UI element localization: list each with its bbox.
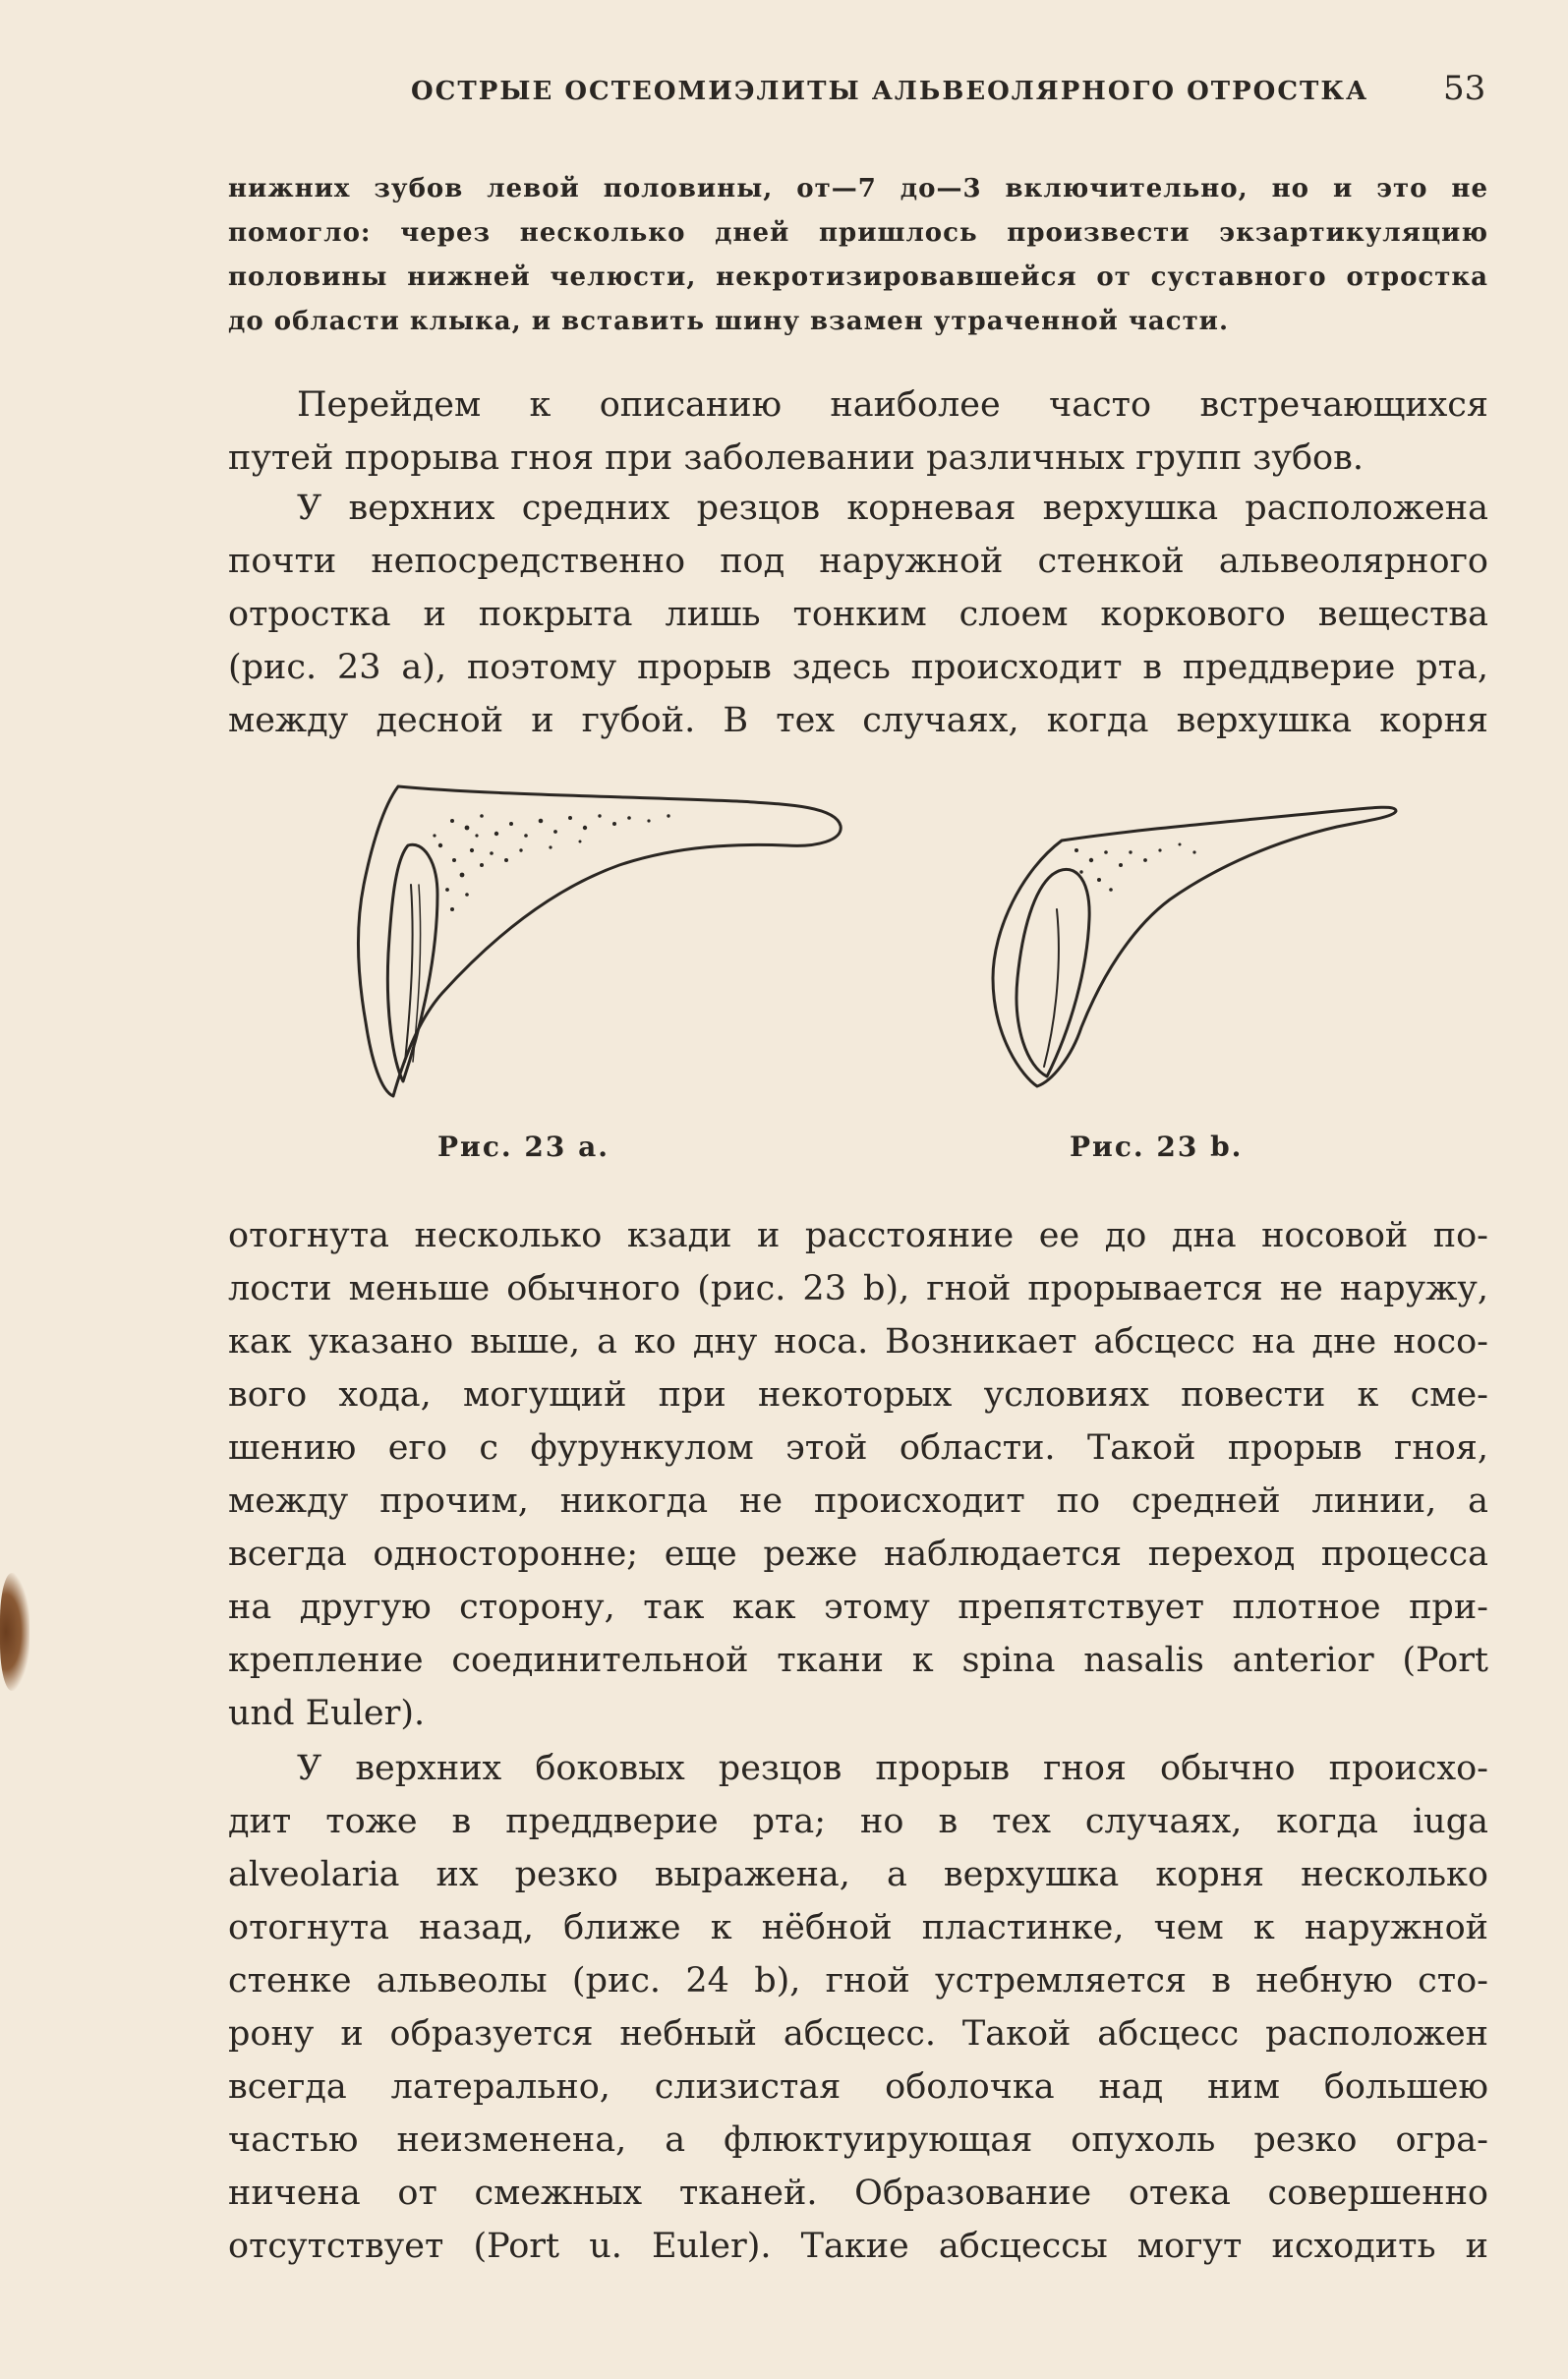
text-line: вого хода, могущий при некоторых условиях повести к сме- <box>228 1375 1488 1415</box>
text-line: У верхних средних резцов корневая верхушка расположена <box>297 489 1488 528</box>
page-number: 53 <box>1443 69 1486 108</box>
text-line: всегда односторонне; еще реже наблюдается переход процесса <box>228 1535 1488 1574</box>
figure-23b-caption: Рис. 23 b. <box>1070 1131 1244 1163</box>
text-line: как указано выше, а ко дну носа. Возникает абсцесс на дне носо- <box>228 1322 1488 1362</box>
paragraph-4 <box>228 1742 1488 2273</box>
text-line: рону и образуется небный абсцесс. Такой абсцесс расположен <box>228 2014 1488 2054</box>
text-line: между прочим, никогда не происходит по средней линии, а <box>228 1481 1488 1521</box>
text-line: стенке альвеолы (рис. 24 b), гной устремляется в небную сто- <box>228 1961 1488 2001</box>
text-line: половины нижней челюсти, некротизировавшейся от суставного отростка <box>228 262 1488 292</box>
text-line: отогнута назад, ближе к нёбной пластинке, чем к наружной <box>228 1908 1488 1947</box>
figure-23a-tooth-drawing <box>324 767 855 1111</box>
figure-23b-tooth-drawing <box>983 782 1416 1096</box>
text-line: und Euler). <box>228 1694 426 1733</box>
figure-23a-caption: Рис. 23 a. <box>437 1131 610 1163</box>
text-line: alveolaria их резко выражена, а верхушка корня несколько <box>228 1855 1488 1894</box>
text-line: всегда латерально, слизистая оболочка над ним большею <box>228 2067 1488 2107</box>
text-line: шению его с фурункулом этой области. Такой прорыв гноя, <box>228 1428 1488 1468</box>
text-line: нижних зубов левой половины, от—7 до—3 включительно, но и это не <box>228 174 1488 203</box>
paragraph-3 <box>228 1209 1488 1740</box>
text-line: ничена от смежных тканей. Образование отека совершенно <box>228 2174 1488 2213</box>
text-line: почти непосредственно под наружной стенкой альвеолярного <box>228 542 1488 581</box>
text-line: помогло: через несколько дней пришлось произвести экзартикуляцию <box>228 218 1488 248</box>
text-line: отростка и покрыта лишь тонким слоем коркового вещества <box>228 595 1488 634</box>
text-line: до области клыка, и вставить шину взамен утраченной части. <box>228 307 1230 336</box>
text-line: на другую сторону, так как этому препятствует плотное при- <box>228 1588 1488 1627</box>
text-line: (рис. 23 a), поэтому прорыв здесь происходит в преддверие рта, <box>228 648 1488 687</box>
text-line: отогнута несколько кзади и расстояние ее до дна носовой по- <box>228 1216 1488 1255</box>
text-line: отсутствует (Port u. Euler). Такие абсцессы могут исходить и <box>228 2227 1488 2266</box>
text-line: между десной и губой. В тех случаях, когда верхушка корня <box>228 701 1488 740</box>
text-line: дит тоже в преддверие рта; но в тех случаях, когда iuga <box>228 1802 1488 1841</box>
text-line: частью неизменена, а флюктуирующая опухоль резко огра- <box>228 2120 1488 2160</box>
running-title: ОСТРЫЕ ОСТЕОМИЭЛИТЫ АЛЬВЕОЛЯРНОГО ОТРОСТКА <box>411 77 1369 106</box>
text-line: путей прорыва гноя при заболевании различных групп зубов. <box>228 438 1364 478</box>
text-line: У верхних боковых резцов прорыв гноя обычно происхо- <box>297 1749 1488 1788</box>
text-line: Перейдем к описанию наиболее часто встречающихся <box>297 385 1488 425</box>
small-print-paragraph <box>228 167 1488 344</box>
paper-stain <box>0 1573 29 1691</box>
text-line: лости меньше обычного (рис. 23 b), гной прорывается не наружу, <box>228 1269 1488 1308</box>
paragraph-2 <box>228 482 1488 747</box>
paragraph-1 <box>228 378 1488 485</box>
text-line: крепление соединительной ткани к spina nasalis anterior (Port <box>228 1641 1488 1680</box>
